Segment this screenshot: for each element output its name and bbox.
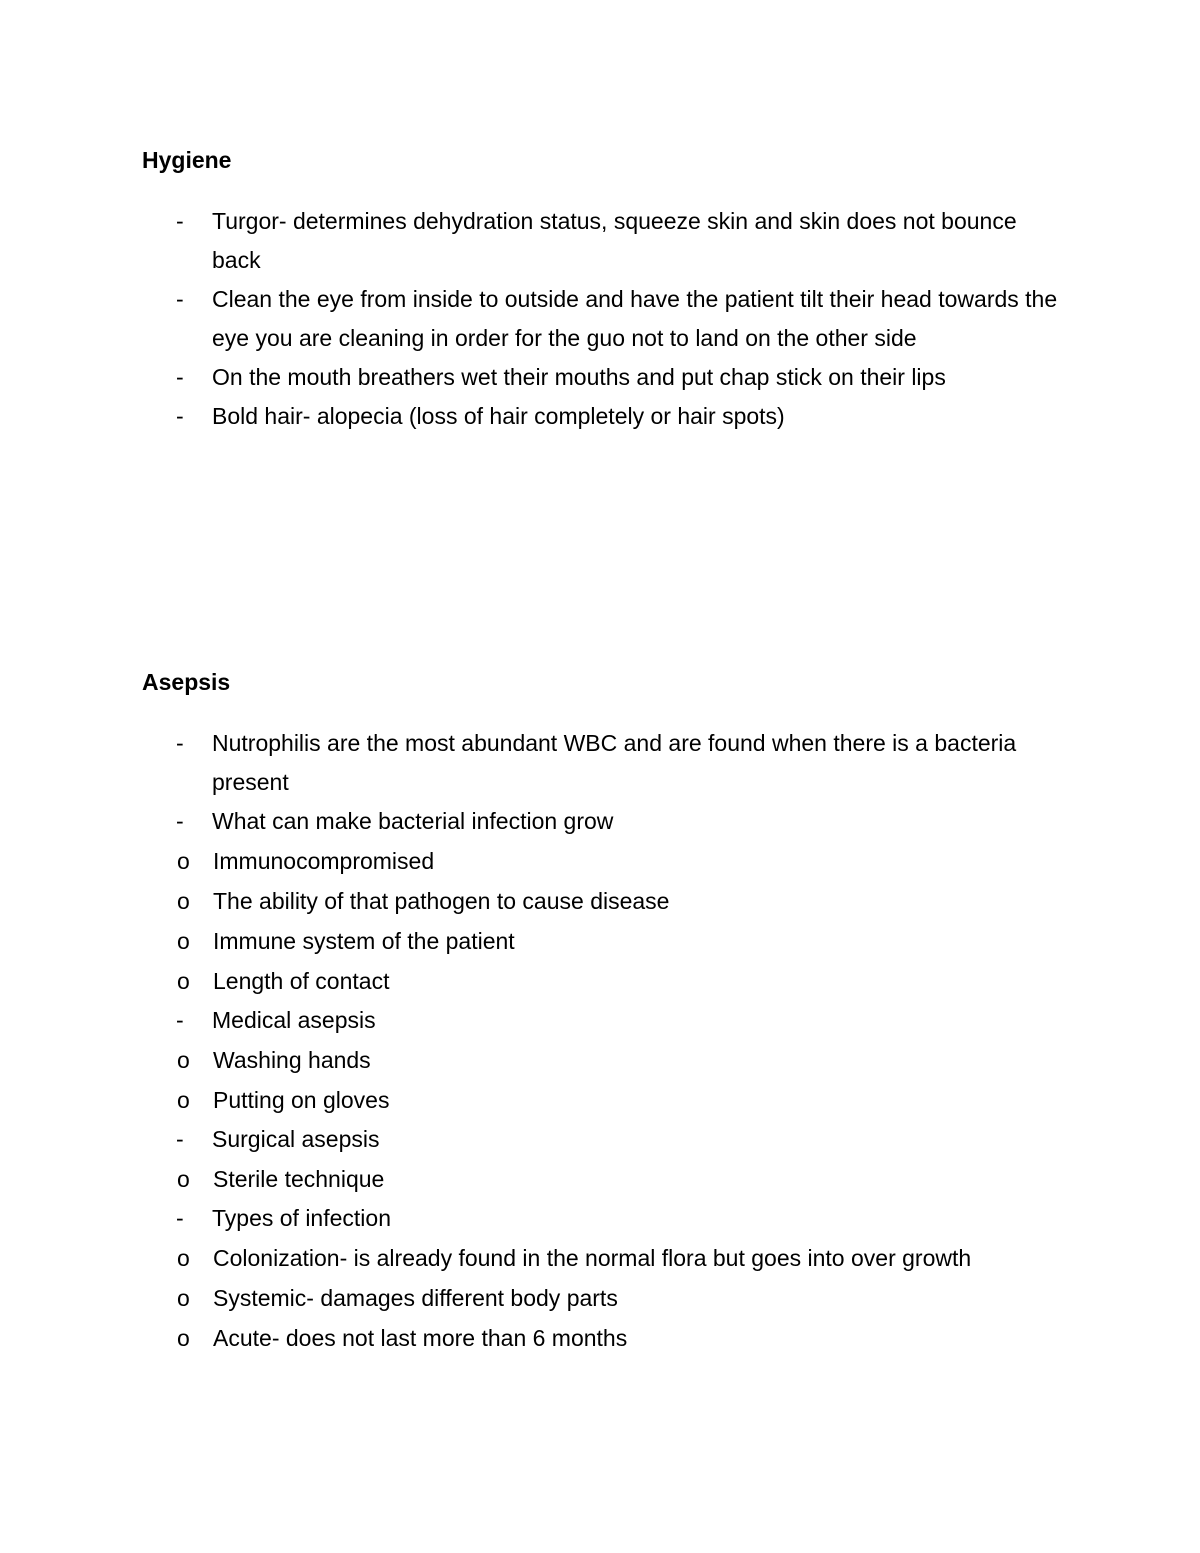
dash-bullet: - bbox=[176, 1205, 184, 1231]
list-item-text: What can make bacterial infection grow bbox=[212, 808, 614, 834]
list-item-text: Turgor- determines dehydration status, squeeze skin and skin does not bounce back bbox=[212, 208, 1017, 273]
sub-list-item bbox=[142, 1278, 1062, 1318]
circle-bullet: o bbox=[177, 1047, 190, 1073]
sub-list-item-text: Putting on gloves bbox=[213, 1087, 390, 1113]
sub-list-item-text: Length of contact bbox=[213, 968, 390, 994]
sub-bullet-list bbox=[142, 1238, 1062, 1358]
section-asepsis bbox=[142, 667, 1062, 1358]
sub-list-item bbox=[142, 1159, 1062, 1199]
section-heading: Hygiene bbox=[142, 147, 232, 173]
list-item bbox=[142, 280, 1062, 358]
list-item-text: Medical asepsis bbox=[212, 1007, 376, 1033]
sub-list-item bbox=[142, 1080, 1062, 1120]
sub-bullet-list bbox=[142, 1159, 1062, 1199]
sub-list-item bbox=[142, 921, 1062, 961]
circle-bullet: o bbox=[177, 1245, 190, 1271]
list-item bbox=[142, 202, 1062, 280]
sublist-wrapper bbox=[142, 1040, 1062, 1120]
sub-list-item-text: Systemic- damages different body parts bbox=[213, 1285, 618, 1311]
sub-bullet-list bbox=[142, 841, 1062, 1001]
list-item bbox=[142, 802, 1062, 841]
list-item bbox=[142, 1120, 1062, 1159]
circle-bullet: o bbox=[177, 888, 190, 914]
sub-list-item-text: Sterile technique bbox=[213, 1166, 385, 1192]
list-item bbox=[142, 358, 1062, 397]
list-item bbox=[142, 724, 1062, 802]
dash-bullet: - bbox=[176, 403, 184, 429]
sub-list-item bbox=[142, 881, 1062, 921]
list-item-text: Surgical asepsis bbox=[212, 1126, 380, 1152]
dash-bullet: - bbox=[176, 286, 184, 312]
list-item-text: On the mouth breathers wet their mouths and put chap stick on their lips bbox=[212, 364, 946, 390]
sublist-wrapper bbox=[142, 1238, 1062, 1358]
sublist-wrapper bbox=[142, 1159, 1062, 1199]
sublist-wrapper bbox=[142, 841, 1062, 1001]
sub-list-item-text: Immunocompromised bbox=[213, 848, 435, 874]
circle-bullet: o bbox=[177, 1166, 190, 1192]
dash-bullet: - bbox=[176, 730, 184, 756]
circle-bullet: o bbox=[177, 848, 190, 874]
circle-bullet: o bbox=[177, 1325, 190, 1351]
list-item-text: Types of infection bbox=[212, 1205, 391, 1231]
section-heading: Asepsis bbox=[142, 669, 231, 695]
sub-list-item-text: Immune system of the patient bbox=[213, 928, 515, 954]
sub-list-item-text: Colonization- is already found in the normal flora but goes into over growth bbox=[213, 1245, 972, 1271]
sub-list-item bbox=[142, 841, 1062, 881]
sub-list-item bbox=[142, 1318, 1062, 1358]
list-item-text: Nutrophilis are the most abundant WBC and are found when there is a bacteria present bbox=[212, 730, 1017, 795]
sub-list-item bbox=[142, 1040, 1062, 1080]
sub-list-item-text: Acute- does not last more than 6 months bbox=[213, 1325, 628, 1351]
list-item bbox=[142, 1199, 1062, 1238]
dash-bullet: - bbox=[176, 1126, 184, 1152]
circle-bullet: o bbox=[177, 928, 190, 954]
list-item bbox=[142, 1001, 1062, 1040]
sub-bullet-list bbox=[142, 1040, 1062, 1120]
sub-list-item bbox=[142, 961, 1062, 1001]
list-item-text: Clean the eye from inside to outside and have the patient tilt their head towards the eye you are cleaning in order for the guo not to land on the other side bbox=[212, 286, 1058, 351]
section-hygiene bbox=[142, 145, 1062, 436]
list-item bbox=[142, 397, 1062, 436]
list-item-text: Bold hair- alopecia (loss of hair completely or hair spots) bbox=[212, 403, 785, 429]
circle-bullet: o bbox=[177, 1087, 190, 1113]
circle-bullet: o bbox=[177, 968, 190, 994]
sub-list-item bbox=[142, 1238, 1062, 1278]
sub-list-item-text: Washing hands bbox=[213, 1047, 371, 1073]
dash-bullet: - bbox=[176, 808, 184, 834]
circle-bullet: o bbox=[177, 1285, 190, 1311]
dash-bullet: - bbox=[176, 1007, 184, 1033]
bullet-list bbox=[142, 724, 1062, 1358]
dash-bullet: - bbox=[176, 208, 184, 234]
dash-bullet: - bbox=[176, 364, 184, 390]
sub-list-item-text: The ability of that pathogen to cause disease bbox=[213, 888, 670, 914]
bullet-list bbox=[142, 202, 1062, 436]
